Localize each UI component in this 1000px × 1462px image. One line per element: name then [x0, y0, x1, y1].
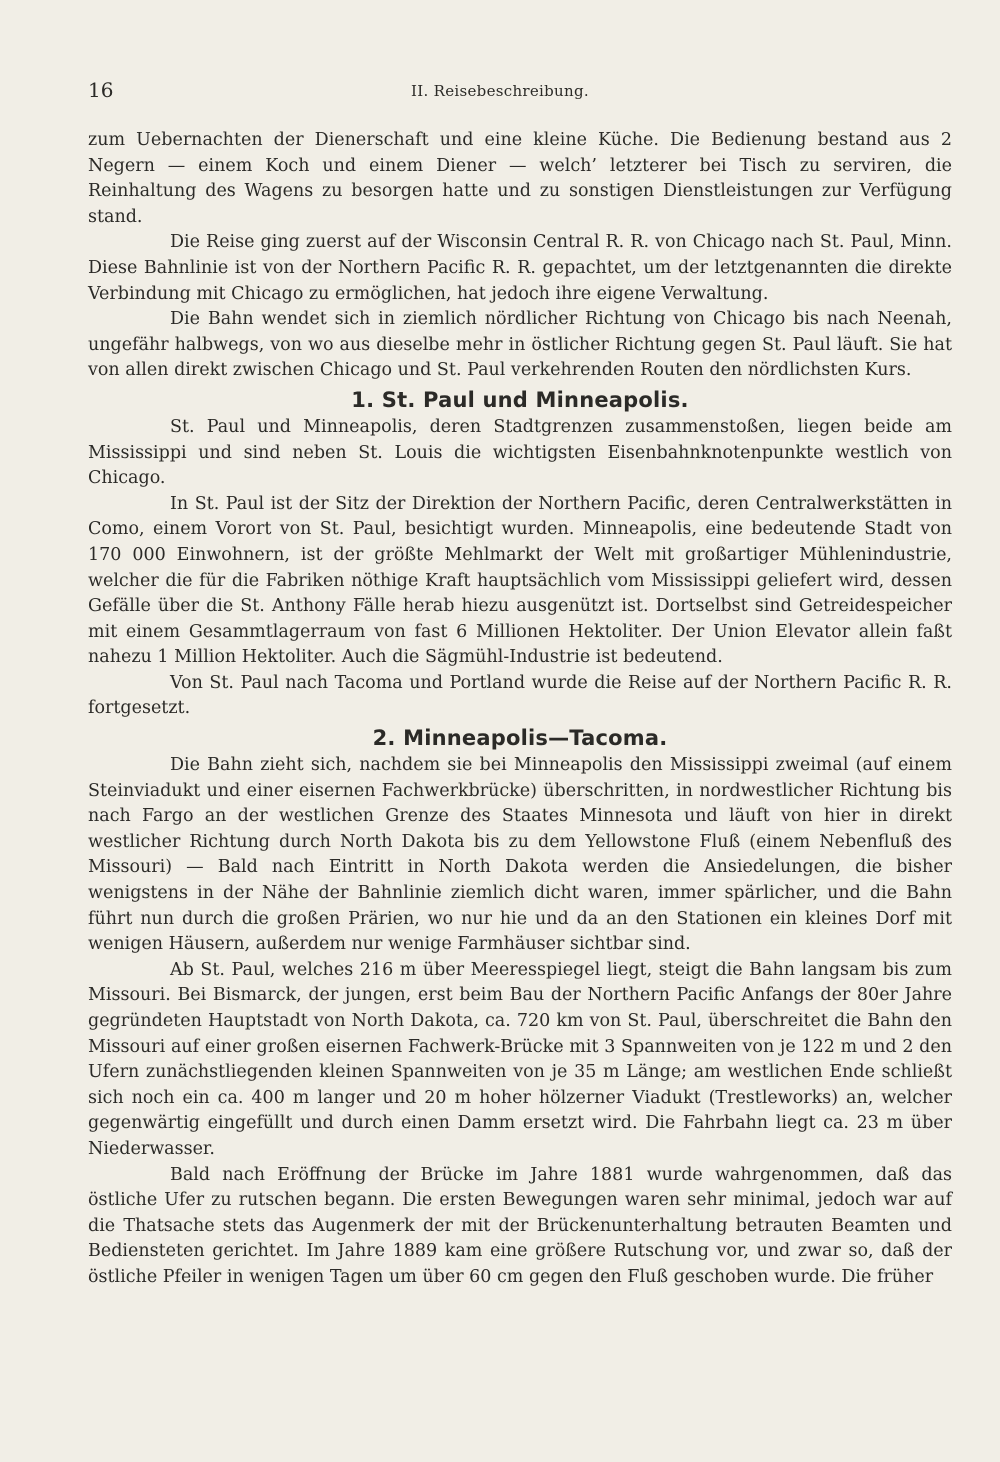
paragraph-6: Von St. Paul nach Tacoma und Portland wurde die Reise auf der Northern Pacific R. R. fortgesetzt. — [88, 672, 952, 719]
paragraph-1: zum Uebernachten der Dienerschaft und eine kleine Küche. Die Bedienung bestand aus 2 Negern — einem Koch und einem Diener — welch’ letzterer bei Tisch zu serviren, die Reinhaltung des Wagens zu besorgen hatte und zu sonstigen Dienstleistungen zur Verfügung stand. — [88, 130, 952, 227]
body-text — [88, 128, 952, 1291]
paragraph-5: In St. Paul ist der Sitz der Direktion der Northern Pacific, deren Centralwerkstätten in Como, einem Vorort von St. Paul, besichtigt wurden. Minneapolis, eine bedeutende Stadt von 170 000 Einwohnern, ist der größte Mehlmarkt der Welt mit großartiger Mühlenindustrie, welcher die für die Fabriken nöthige Kraft hauptsächlich vom Mississippi geliefert wird, dessen Gefälle über die St. Anthony Fälle herab hiezu ausgenützt ist. Dortselbst sind Getreidespeicher mit einem Gesammtlagerraum von fast 6 Millionen Hektoliter. Der Union Elevator allein faßt nahezu 1 Million Hektoliter. Auch die Sägmühl-Industrie ist bedeutend. — [88, 493, 952, 668]
page-number: 16 — [88, 78, 114, 102]
running-title: II. Reisebeschreibung. — [411, 82, 589, 100]
section-heading-1: 1. St. Paul und Minneapolis. — [351, 387, 689, 412]
paragraph-3: Die Bahn wendet sich in ziemlich nördlicher Richtung von Chicago bis nach Neenah, ungefähr halbwegs, von wo aus dieselbe mehr in östlicher Richtung gegen St. Paul läuft. Sie hat von allen direkt zwischen Chicago und St. Paul verkehrenden Routen den nördlichsten Kurs. — [88, 309, 952, 381]
paragraph-4: St. Paul und Minneapolis, deren Stadtgrenzen zusammenstoßen, liegen beide am Mississippi und sind neben St. Louis die wichtigsten Eisenbahnknotenpunkte westlich von Chicago. — [88, 416, 952, 489]
paragraph-7: Die Bahn zieht sich, nachdem sie bei Minneapolis den Mississippi zweimal (auf einem Steinviadukt und einer eisernen Fachwerkbrücke) überschritten, in nordwestlicher Richtung bis nach Fargo an der westlichen Grenze des Staates Minnesota und läuft von hier in direkt westlicher Richtung durch North Dakota bis zu dem Yellowstone Fluß (einem Nebenfluß des Missouri) — Bald nach Eintritt in North Dakota werden die Ansiedelungen, die bisher wenigstens in der Nähe der Bahnlinie ziemlich dicht waren, immer spärlicher, und die Bahn führt nun durch die großen Prärien, wo nur hie und da an den Stationen ein kleines Dorf mit wenigen Häusern, außerdem nur wenige Farmhäuser sichtbar sind. — [88, 755, 952, 955]
paragraph-9: Bald nach Eröffnung der Brücke im Jahre 1881 wurde wahrgenommen, daß das östliche Ufer zu rutschen begann. Die ersten Bewegungen waren sehr minimal, jedoch war auf die Thatsache stets das Augenmerk der mit der Brückenunterhaltung betrauten Beamten und Bediensteten gerichtet. Im Jahre 1889 kam eine größere Rutschung vor, und zwar so, daß der östliche Pfeiler in wenigen Tagen um über 60 cm gegen den Fluß geschoben wurde. Die früher — [88, 1164, 952, 1287]
section-heading-2: 2. Minneapolis—Tacoma. — [372, 726, 668, 751]
running-header — [88, 78, 912, 108]
paragraph-2: Die Reise ging zuerst auf der Wisconsin Central R. R. von Chicago nach St. Paul, Minn. Diese Bahnlinie ist von der Northern Pacific R. R. gepachtet, um der letztgenannten die direkte Verbindung mit Chicago zu ermöglichen, hat jedoch ihre eigene Verwaltung. — [88, 232, 952, 304]
paragraph-8: Ab St. Paul, welches 216 m über Meeresspiegel liegt, steigt die Bahn langsam bis zum Missouri. Bei Bismarck, der jungen, erst beim Bau der Northern Pacific Anfangs der 80er Jahre gegründeten Hauptstadt von North Dakota, ca. 720 km von St. Paul, überschreitet die Bahn den Missouri auf einer großen eisernen Fachwerk-Brücke mit 3 Spannweiten von je 122 m und 2 den Ufern zunächstliegenden kleinen Spannweiten von je 35 m Länge; am westlichen Ende schließt sich noch ein ca. 400 m langer und 20 m hoher hölzerner Viadukt (Trestleworks) an, welcher gegenwärtig eingefüllt und durch einen Damm ersetzt wird. Die Fahrbahn liegt ca. 23 m über Niederwasser. — [88, 959, 952, 1159]
